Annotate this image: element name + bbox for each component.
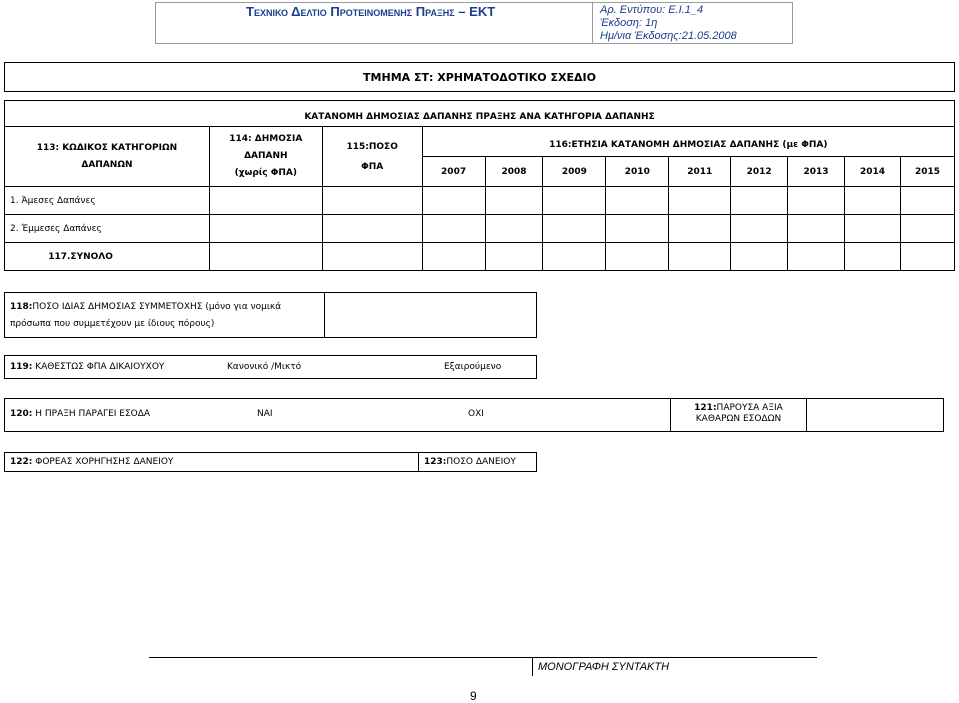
field-122-label-text: ΦΟΡΕΑΣ ΧΟΡΗΓΗΣΗΣ ΔΑΝΕΙΟΥ — [32, 457, 174, 467]
footer-rule — [149, 657, 817, 658]
col-116-text: 116:ΕΤΗΣΙΑ ΚΑΤΑΝΟΜΗ ΔΗΜΟΣΙΑΣ ΔΑΠΑΝΗΣ (με ΦΠΑ) — [549, 140, 828, 150]
field-119-number: 119: — [10, 362, 33, 372]
table-row — [5, 243, 955, 271]
year-header: 2015 — [900, 157, 954, 187]
field-122-input[interactable] — [210, 453, 418, 471]
col-115-line2: ΦΠΑ — [361, 161, 384, 172]
section-title: ΤΜΗΜΑ ΣΤ: ΧΡΗΜΑΤΟΔΟΤΙΚΟ ΣΧΕΔΙΟ — [363, 70, 596, 84]
field-123-number: 123: — [424, 457, 447, 467]
signature-label: ΜΟΝΟΓΡΑΦΗ ΣΥΝΤΑΚΤΗ — [538, 661, 670, 673]
field-118-number: 118: — [10, 302, 33, 312]
year-header: 2010 — [606, 157, 669, 187]
table-cell[interactable] — [485, 187, 543, 215]
table-cell[interactable] — [606, 215, 669, 243]
table-cell[interactable] — [543, 215, 606, 243]
year-header: 2008 — [485, 157, 543, 187]
table-cell[interactable] — [209, 243, 322, 271]
field-118-input[interactable] — [325, 293, 536, 337]
table-cell[interactable] — [422, 215, 485, 243]
field-120-label — [10, 409, 150, 419]
table-cell[interactable] — [606, 187, 669, 215]
document-title: Τεχνικο Δελτιο Προτεινομενης Πραξης – ΕΚΤ — [246, 4, 496, 19]
field-122-number: 122: — [10, 457, 33, 467]
total-row-label: 117.ΣΥΝΟΛΟ — [5, 243, 210, 271]
field-118-box — [4, 292, 537, 338]
field-122-box — [4, 452, 537, 472]
issue-date: Ημ/νια Έκδοσης:21.05.2008 — [600, 30, 737, 42]
table-cell[interactable] — [731, 243, 788, 271]
revenue-yes-option[interactable]: ΝΑΙ — [257, 409, 273, 419]
field-118-label — [10, 299, 320, 333]
table-caption-text: ΚΑΤΑΝΟΜΗ ΔΗΜΟΣΙΑΣ ΔΑΠΑΝΗΣ ΠΡΑΞΗΣ ΑΝΑ ΚΑΤΗΓΟΡΙΑ ΔΑΠΑΝΗΣ — [304, 112, 655, 122]
field-120-number: 120: — [10, 409, 33, 419]
col-114-header — [209, 127, 322, 187]
col-115-header — [322, 127, 422, 187]
year-header: 2011 — [669, 157, 731, 187]
col-114-line1: 114: ΔΗΜΟΣΙΑ — [229, 134, 303, 144]
table-cell[interactable] — [543, 243, 606, 271]
table-cell[interactable] — [731, 215, 788, 243]
row-label: 1. Άμεσες Δαπάνες — [5, 187, 210, 215]
field-122-divider — [418, 453, 419, 471]
table-caption — [5, 101, 955, 127]
signature-divider — [532, 657, 533, 676]
form-number: Αρ. Εντύπου: Ε.Ι.1_4 — [600, 4, 704, 16]
field-122-label — [10, 457, 173, 467]
table-cell[interactable] — [845, 215, 901, 243]
vat-option-exempt[interactable]: Εξαιρούμενο — [444, 362, 502, 372]
table-cell[interactable] — [731, 187, 788, 215]
vat-option-normal[interactable]: Κανονικό /Μικτό — [227, 362, 302, 372]
field-118-label-line1: ΠΟΣΟ ΙΔΙΑΣ ΔΗΜΟΣΙΑΣ ΣΥΜΜΕΤΟΧΗΣ (μόνο για νομικά — [32, 302, 282, 312]
header-divider — [592, 3, 593, 43]
field-123-label-text: ΠΟΣΟ ΔΑΝΕΙΟΥ — [446, 457, 516, 467]
col-115-line1: 115:ΠΟΣΟ — [346, 141, 398, 152]
table-cell[interactable] — [788, 243, 845, 271]
table-cell[interactable] — [322, 187, 422, 215]
field-121-input[interactable] — [807, 399, 943, 431]
document-header — [155, 2, 793, 44]
table-cell[interactable] — [900, 187, 954, 215]
table-cell[interactable] — [485, 243, 543, 271]
field-121-label — [671, 403, 806, 425]
table-cell[interactable] — [900, 243, 954, 271]
section-title-box — [4, 62, 955, 92]
field-123-label — [424, 457, 516, 467]
field-121-label-line2: ΚΑΘΑΡΩΝ ΕΣΟΔΩΝ — [695, 414, 782, 424]
table-cell[interactable] — [669, 243, 731, 271]
table-cell[interactable] — [422, 243, 485, 271]
table-cell[interactable] — [322, 243, 422, 271]
table-cell[interactable] — [606, 243, 669, 271]
table-cell[interactable] — [322, 215, 422, 243]
table-cell[interactable] — [669, 187, 731, 215]
col-114-line3: (χωρίς ΦΠΑ) — [234, 168, 298, 178]
revenue-no-option[interactable]: ΟΧΙ — [468, 409, 484, 419]
field-120-label-text: Η ΠΡΑΞΗ ΠΑΡΑΓΕΙ ΕΣΟΔΑ — [32, 409, 151, 419]
expense-table — [4, 100, 955, 270]
col-116-header — [422, 127, 954, 157]
table-cell[interactable] — [669, 215, 731, 243]
table-cell[interactable] — [900, 215, 954, 243]
year-header: 2007 — [422, 157, 485, 187]
table-cell[interactable] — [209, 215, 322, 243]
page-number: 9 — [470, 689, 477, 703]
year-header: 2013 — [788, 157, 845, 187]
field-119-label-text: ΚΑΘΕΣΤΩΣ ΦΠΑ ΔΙΚΑΙΟΥΧΟΥ — [32, 362, 165, 372]
table-row — [5, 187, 955, 215]
row-label: 2. Έμμεσες Δαπάνες — [5, 215, 210, 243]
field-118-label-line2: πρόσωπα που συμμετέχουν με ίδιους πόρους) — [10, 319, 215, 329]
year-header: 2009 — [543, 157, 606, 187]
col-113-line1: 113: ΚΩΔΙΚΟΣ ΚΑΤΗΓΟΡΙΩΝ — [36, 142, 178, 153]
year-header: 2012 — [731, 157, 788, 187]
table-cell[interactable] — [209, 187, 322, 215]
field-120-box — [4, 398, 944, 432]
field-119-label — [10, 362, 164, 372]
table-cell[interactable] — [543, 187, 606, 215]
col-113-header — [5, 127, 210, 187]
version: Έκδοση: 1η — [600, 17, 658, 29]
field-121-number: 121: — [694, 403, 717, 413]
table-row — [5, 215, 955, 243]
col-114-line2: ΔΑΠΑΝΗ — [244, 151, 288, 161]
col-113-line2: ΔΑΠΑΝΩΝ — [81, 159, 133, 170]
field-119-box — [4, 355, 537, 379]
year-header: 2014 — [845, 157, 901, 187]
table-cell[interactable] — [788, 215, 845, 243]
table-cell[interactable] — [422, 187, 485, 215]
table-cell[interactable] — [845, 187, 901, 215]
field-121-label-line1: ΠΑΡΟΥΣΑ ΑΞΙΑ — [716, 403, 783, 413]
table-cell[interactable] — [845, 243, 901, 271]
table-cell[interactable] — [485, 215, 543, 243]
table-cell[interactable] — [788, 187, 845, 215]
